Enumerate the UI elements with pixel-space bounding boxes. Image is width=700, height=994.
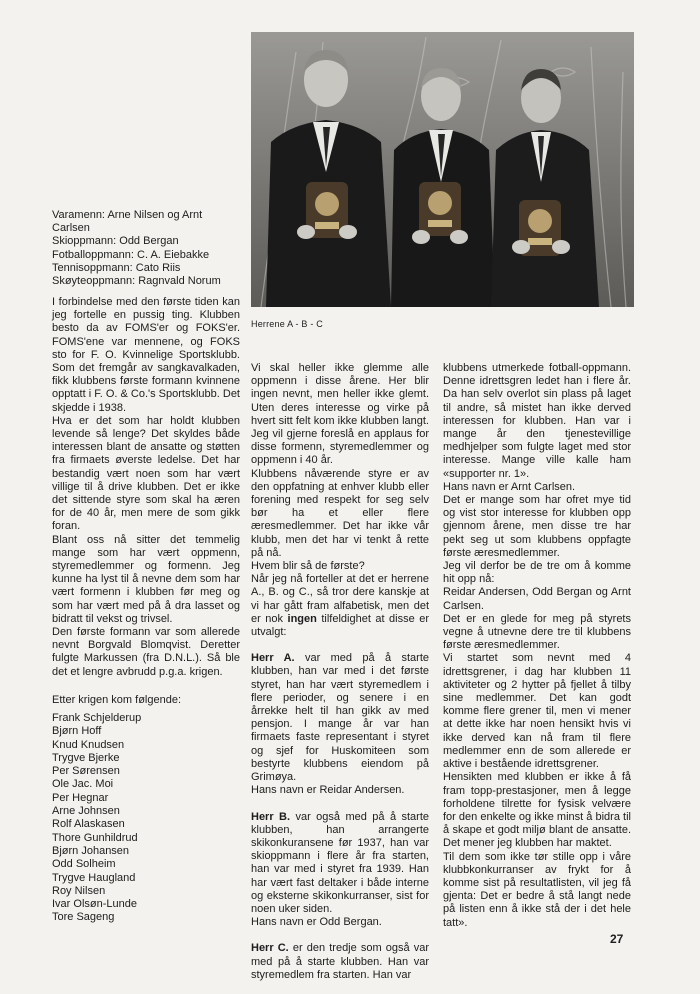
officer-line: Tennisoppmann: Cato Riis: [52, 261, 181, 274]
paragraph: Hans navn er Arnt Carlsen.: [443, 480, 576, 493]
chairman-name: Per Hegnar: [52, 791, 109, 804]
paragraph: Blant oss nå sitter det temmelig mange som har vært oppmenn, styremedlemmer og formenn. Jeg kunne ha lyst til å nevne dem som har vært formenn i klubben før meg og som har vært med på å dra lasset og bidratt til vekst og trivsel.: [52, 533, 240, 625]
label-herr-c: Herr C.: [251, 942, 289, 955]
chairman-name: Trygve Haugland: [52, 871, 136, 884]
paragraph: Til dem som ikke tør stille opp i våre klubbkonkurranser av frykt for å komme sist på resultatlisten, vil jeg få gjenta: Det er bedre å stå langt nede på listen enn å ikke stå der i det hele tatt».: [443, 850, 631, 929]
paragraph: Hva er det som har holdt klubben levende så lenge? Det skyldes både interessen blant de ansatte og støtten fra firmaets øverste ledelse. Det har bestandig vært noen som har vært villige til å drive klubben. Det er ikke det sittende styre som skal ha æren for de 40 år, men mere de som gikk foran.: [52, 414, 240, 533]
column-2-text: [251, 362, 429, 982]
emphasis-ingen: ingen: [287, 612, 317, 625]
paragraph-herr-c: [251, 942, 429, 982]
chairman-name: Ivar Olsøn-Lunde: [52, 898, 137, 911]
officer-line: Skioppmann: Odd Bergan: [52, 235, 179, 248]
photo-three-men: [251, 32, 634, 307]
photo-illustration: [251, 32, 634, 307]
officer-line: Varamenn: Arne Nilsen og Arnt: [52, 209, 203, 221]
officer-line: Skøyteoppmann: Ragnvald Norum: [52, 275, 221, 288]
chairman-name: Tore Sageng: [52, 911, 115, 924]
chairman-name: Ole Jac. Moi: [52, 778, 114, 791]
paragraph-alphabetical: [251, 573, 429, 639]
chairmen-list: [52, 712, 240, 925]
label-herr-a: Herr A.: [251, 652, 295, 665]
chairman-name: Thore Gunhildrud: [52, 831, 138, 844]
text-run: var også med på å starte klubben, han arrangerte skikonkuransene før 1937, han var skioppmann i flere år fra starten, han var med i styret fra 1939. Han har vært fast deltaker i både interne og eksterne skikonkurranser, sist for noen uker siden.: [251, 810, 429, 915]
label-herr-b: Herr B.: [251, 810, 291, 823]
chairman-name: Per Sørensen: [52, 765, 120, 778]
paragraph: Hvem blir så de første?: [251, 560, 365, 573]
after-war-heading: [52, 694, 240, 707]
paragraph: Vi skal heller ikke glemme alle oppmenn i disse årene. Her blir ingen nevnt, men heller ikke glemt. Uten deres interesse og virke på hvert sitt felt kom ikke klubben langt. Jeg vil gjerne foreslå en applaus for disse formenn, styremedlemmer og oppmenn i 40 år.: [251, 362, 429, 467]
photo-caption: Herrene A - B - C: [251, 319, 323, 329]
paragraph: Hans navn er Odd Bergan.: [251, 916, 382, 929]
chairman-name: Trygve Bjerke: [52, 751, 120, 764]
after-war-text: Etter krigen kom følgende:: [52, 694, 182, 706]
paragraph: Reidar Andersen, Odd Bergan og Arnt Carlsen.: [443, 586, 631, 612]
column-1-text: [52, 296, 240, 679]
text-run: er den tredje som også var med på å starte klubben. Han var styremedlem fra starten. Han var: [251, 942, 429, 981]
chairman-name: Odd Solheim: [52, 858, 116, 871]
officers-list: [52, 209, 240, 288]
page-number: 27: [610, 932, 624, 946]
paragraph: Vi startet som nevnt med 4 idrettsgrener, i dag har klubben 11 aktiviteter og 2 hytter på fjellet å tilby sine medlemmer. Det kan godt komme flere grener til, men vi mener at dette ikke har noen hensikt hvis vi ikke derved kan nå fram til flere medlemmer enn de som allerede er aktive i bestående idrettsgrener.: [443, 652, 631, 771]
paragraph: Det er en glede for meg på styrets vegne å utnevne dere tre til klubbens første æresmedlemmer.: [443, 612, 631, 652]
paragraph-herr-a: [251, 652, 429, 784]
officer-line: Fotballoppmann: C. A. Eiebakke: [52, 248, 210, 261]
paragraph: klubbens utmerkede fotball-oppmann. Denne idrettsgren ledet han i flere år. Da han selv overlot sin plass på laget til andre, så mistet han ikke derved interessen for klubben. Han var i mange år den tjenestevillige medhjelper som fulgte laget med stor interesse. Mange ville kalle ham «supporter nr. 1».: [443, 362, 631, 480]
officer-line: Carlsen: [52, 222, 90, 235]
paragraph: I forbindelse med den første tiden kan jeg fortelle en pussig ting. Klubben besto da av FOMS'er og FOKS'er. FOMS'ene var mennene, og FOKS sto for F. O. Kvinnelige Sportsklubb. Som det fremgår av sangkavalkaden, fikk klubbens første formann kvinnene opptatt i F. O. & Co.'s Sportsklubb. Det skjedde i 1938.: [52, 296, 240, 414]
text-run: Når jeg nå forteller at det er herrene A., B. og C., så tror dere kanskje at vi har gått fram alfabetisk, men det er nok: [251, 573, 429, 625]
paragraph: Hensikten med klubben er ikke å få fram topp-prestasjoner, men å legge forholdene tilrette for fysisk velvære for den enkelte og ikke minst å bidra til å skape et godt miljø blant de ansatte. Det mener jeg klubben har maktet.: [443, 771, 631, 850]
paragraph: Klubbens nåværende styre er av den oppfatning at enhver klubb eller forening med respekt for seg selv bør ha et eller flere æresmedlemmer. Det har ikke vår klubb, men det har vi tenkt å rette på nå.: [251, 467, 429, 559]
text-run: var med på å starte klubben, han var med i det første styret, han har vært styremedlem i flere perioder, og senere i en årrekke helt til han gikk av med pensjon. I mange år var han firmaets faste representant i styret og sjef for Huskomiteen som bestyrte klubbens eiendom på Grimøya.: [251, 652, 429, 784]
text-run: tilfeldighet at disse er utvalgt:: [251, 612, 429, 639]
chairman-name: Arne Johnsen: [52, 805, 120, 818]
paragraph: Det er mange som har ofret mye tid og vist stor interesse for klubben opp gjennom årene, men disse tre har pekt seg ut som klubbens oppfagte første æresmedlemmer.: [443, 494, 631, 559]
chairman-name: Roy Nilsen: [52, 884, 106, 897]
chairman-name: Frank Schjelderup: [52, 712, 142, 724]
paragraph: Jeg vil derfor be de tre om å komme hit opp nå:: [443, 560, 631, 586]
paragraph-herr-b: [251, 811, 429, 917]
chairman-name: Bjørn Hoff: [52, 725, 102, 738]
column-3-text: [443, 362, 631, 930]
paragraph: Den første formann var som allerede nevnt Borgvald Blomqvist. Deretter fulgte Markussen (fra D.N.L.). Så ble det et lengre avbrudd p.g.a. krigen.: [52, 626, 240, 678]
chairman-name: Rolf Alaskasen: [52, 818, 125, 831]
chairman-name: Bjørn Johansen: [52, 844, 130, 857]
paragraph: Hans navn er Reidar Andersen.: [251, 784, 405, 797]
chairman-name: Knud Knudsen: [52, 738, 125, 751]
